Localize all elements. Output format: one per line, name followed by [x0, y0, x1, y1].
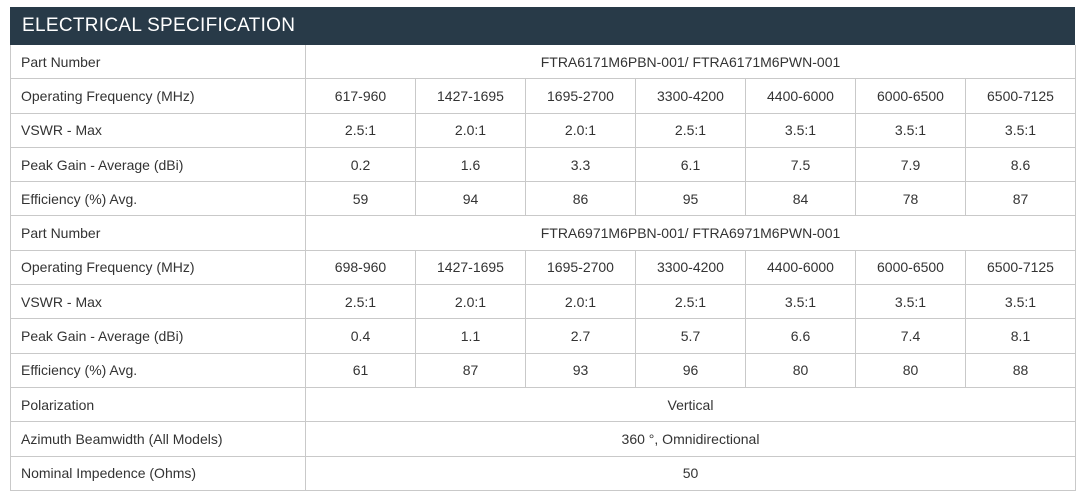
table-cell: 3.5:1: [746, 113, 856, 147]
table-cell: 2.0:1: [526, 285, 636, 319]
row-label: Operating Frequency (MHz): [11, 250, 306, 284]
table-cell: 78: [856, 182, 966, 216]
table-cell: 6.1: [636, 147, 746, 181]
table-cell: 1.1: [416, 319, 526, 353]
row-label: Nominal Impedence (Ohms): [11, 456, 306, 490]
table-row-peak-gain-2: [11, 319, 1076, 353]
row-label: Peak Gain - Average (dBi): [11, 319, 306, 353]
row-label: Efficiency (%) Avg.: [11, 353, 306, 387]
row-label: VSWR - Max: [11, 113, 306, 147]
table-cell: 8.6: [966, 147, 1076, 181]
table-row-frequency-1: [11, 79, 1076, 113]
table-cell: 6500-7125: [966, 79, 1076, 113]
table-cell: 80: [856, 353, 966, 387]
row-label: Polarization: [11, 387, 306, 421]
table-cell: 84: [746, 182, 856, 216]
nominal-impedance-value: 50: [306, 456, 1076, 490]
table-cell: 0.2: [306, 147, 416, 181]
table-row-part-number-1: [11, 45, 1076, 79]
table-cell: 0.4: [306, 319, 416, 353]
row-label: Azimuth Beamwidth (All Models): [11, 422, 306, 456]
table-cell: 3.5:1: [966, 113, 1076, 147]
table-row-peak-gain-1: [11, 147, 1076, 181]
row-label: Part Number: [11, 45, 306, 79]
table-cell: 617-960: [306, 79, 416, 113]
table-cell: 2.0:1: [416, 113, 526, 147]
polarization-value: Vertical: [306, 387, 1076, 421]
row-label: Operating Frequency (MHz): [11, 79, 306, 113]
table-cell: 1695-2700: [526, 79, 636, 113]
table-cell: 4400-6000: [746, 79, 856, 113]
row-label: Peak Gain - Average (dBi): [11, 147, 306, 181]
table-row-part-number-2: [11, 216, 1076, 250]
table-cell: 2.5:1: [636, 285, 746, 319]
part-number-value: FTRA6171M6PBN-001/ FTRA6171M6PWN-001: [306, 45, 1076, 79]
table-cell: 87: [966, 182, 1076, 216]
table-row-vswr-1: [11, 113, 1076, 147]
electrical-specification-section: [10, 7, 1075, 491]
table-cell: 88: [966, 353, 1076, 387]
row-label: Efficiency (%) Avg.: [11, 182, 306, 216]
table-row-vswr-2: [11, 285, 1076, 319]
table-cell: 86: [526, 182, 636, 216]
table-cell: 7.9: [856, 147, 966, 181]
table-cell: 3.5:1: [746, 285, 856, 319]
table-cell: 80: [746, 353, 856, 387]
table-cell: 2.5:1: [306, 285, 416, 319]
row-label: Part Number: [11, 216, 306, 250]
table-cell: 93: [526, 353, 636, 387]
table-row-polarization: [11, 387, 1076, 421]
table-cell: 7.4: [856, 319, 966, 353]
spec-table: [10, 45, 1076, 491]
table-cell: 3.5:1: [856, 113, 966, 147]
table-cell: 6000-6500: [856, 79, 966, 113]
table-cell: 6.6: [746, 319, 856, 353]
table-cell: 95: [636, 182, 746, 216]
table-cell: 1.6: [416, 147, 526, 181]
table-row-nominal-impedance: [11, 456, 1076, 490]
table-row-efficiency-1: [11, 182, 1076, 216]
row-label: VSWR - Max: [11, 285, 306, 319]
table-cell: 2.5:1: [306, 113, 416, 147]
table-cell: 2.0:1: [416, 285, 526, 319]
table-cell: 2.7: [526, 319, 636, 353]
table-row-efficiency-2: [11, 353, 1076, 387]
table-cell: 3.5:1: [966, 285, 1076, 319]
table-cell: 3300-4200: [636, 79, 746, 113]
azimuth-beamwidth-value: 360 °, Omnidirectional: [306, 422, 1076, 456]
table-cell: 87: [416, 353, 526, 387]
table-cell: 698-960: [306, 250, 416, 284]
table-cell: 1427-1695: [416, 79, 526, 113]
table-cell: 2.5:1: [636, 113, 746, 147]
table-cell: 6500-7125: [966, 250, 1076, 284]
table-cell: 61: [306, 353, 416, 387]
table-cell: 2.0:1: [526, 113, 636, 147]
part-number-value: FTRA6971M6PBN-001/ FTRA6971M6PWN-001: [306, 216, 1076, 250]
table-cell: 3300-4200: [636, 250, 746, 284]
table-row-frequency-2: [11, 250, 1076, 284]
table-cell: 3.3: [526, 147, 636, 181]
table-row-azimuth-beamwidth: [11, 422, 1076, 456]
section-title: ELECTRICAL SPECIFICATION: [10, 7, 1075, 45]
table-cell: 7.5: [746, 147, 856, 181]
table-cell: 3.5:1: [856, 285, 966, 319]
table-cell: 4400-6000: [746, 250, 856, 284]
table-cell: 5.7: [636, 319, 746, 353]
table-cell: 6000-6500: [856, 250, 966, 284]
table-cell: 8.1: [966, 319, 1076, 353]
table-cell: 59: [306, 182, 416, 216]
table-cell: 1427-1695: [416, 250, 526, 284]
table-cell: 94: [416, 182, 526, 216]
table-cell: 96: [636, 353, 746, 387]
table-cell: 1695-2700: [526, 250, 636, 284]
